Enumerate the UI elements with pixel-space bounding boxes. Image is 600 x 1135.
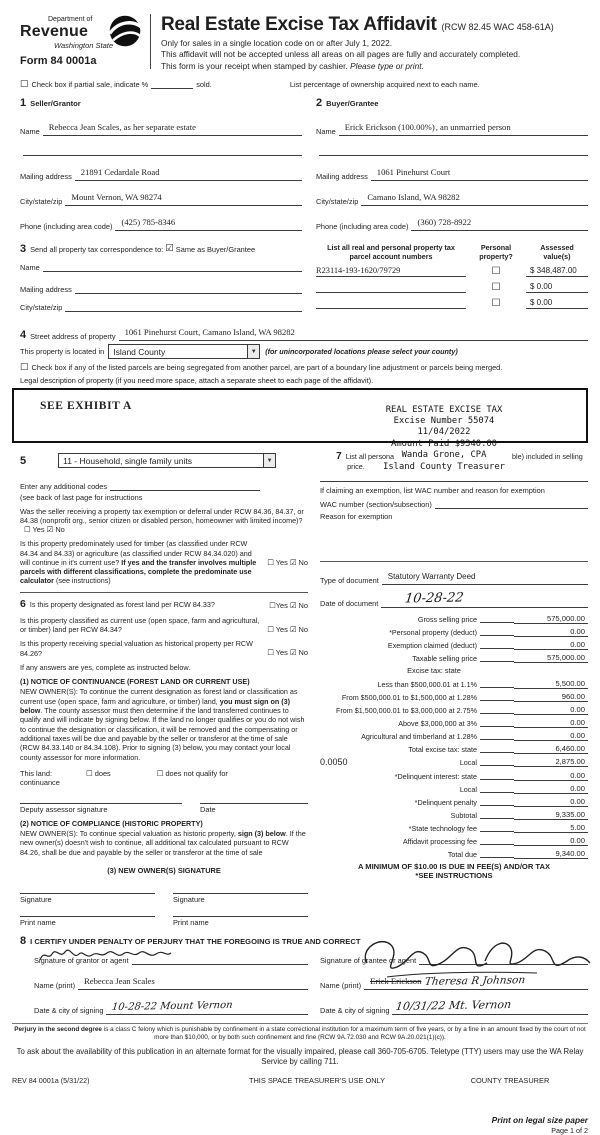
page-number: Page 1 of 2	[551, 1126, 588, 1135]
local-rate-value: 0.0050	[320, 757, 348, 768]
land-use-code-select[interactable]	[58, 453, 276, 468]
page-title: Real Estate Excise Tax Affidavit	[161, 14, 437, 35]
timber-question-choice[interactable]: ☐ Yes ☑ No	[267, 557, 308, 567]
state-technology-fee-value[interactable]: 5.00	[514, 823, 588, 833]
partial-sale-text: Check box if partial sale, indicate %	[31, 79, 149, 89]
document-type-field[interactable]: Statutory Warranty Deed	[382, 566, 588, 585]
tier1-tax-value[interactable]: 5,500.00	[514, 679, 588, 689]
document-date-field[interactable]: 10-28-22	[381, 589, 588, 608]
delinquent-interest-state-value[interactable]: 0.00	[514, 771, 588, 781]
corr-mailing-label: Mailing address	[20, 285, 72, 294]
current-use-question: Is this property classified as current use (open space, farm and agricultural, or timber) land per RCW 84.34? ☐ Yes ☑ No	[20, 615, 308, 635]
document-type-label: Type of document	[320, 575, 379, 585]
forest-land-question: 6 Is this property designated as forest land per RCW 84.33? ☐Yes ☑ No	[20, 597, 308, 611]
stamp-amount-paid: Amount Paid $9340.00	[391, 438, 497, 449]
document-date-label: Date of document	[320, 598, 379, 608]
wac-number-field[interactable]	[435, 499, 588, 509]
grantee-print-name-field[interactable]: Erick Erickson Theresa R Johnson	[364, 971, 588, 990]
county-select[interactable]	[108, 344, 260, 359]
revenue-swirl-logo-icon	[108, 14, 142, 53]
tier3-tax-value[interactable]: 0.00	[514, 705, 588, 715]
washington-state-label: Washington State	[54, 41, 114, 50]
section-divider	[320, 561, 588, 562]
minimum-due-note: A MINIMUM OF $10.00 IS DUE IN FEE(S) AND/OR TAX	[357, 862, 551, 872]
grantee-signature-field[interactable]	[419, 955, 588, 965]
exemption-reason-label: Reason for exemption	[320, 511, 393, 521]
total-excise-state-value[interactable]: 6,460.00	[514, 744, 588, 754]
personal-property-checkbox[interactable]: ☐	[491, 282, 501, 293]
agricultural-tax-value[interactable]: 0.00	[514, 731, 588, 741]
total-due-value[interactable]: 9,340.00	[514, 849, 588, 859]
new-owner-signature-field-1[interactable]: Signature	[20, 893, 155, 904]
current-use-choice[interactable]: ☐ Yes ☑ No	[267, 624, 308, 634]
assessed-value-field[interactable]: $ 0.00	[526, 282, 588, 293]
grantor-signature-label: Signature of grantor or agent	[34, 956, 129, 966]
street-address-label: Street address of property	[30, 332, 116, 341]
document-date-row	[320, 589, 588, 608]
land-use-code-value: 11 - Household, single family units	[63, 456, 192, 466]
timber-question: Is this property predominately used for timber (as classified under RCW 84.34 and 84.33) or agriculture (as classified under RCW 84.34.020) and will continue in it's current use? If yes and the transfer involves multiple parcels with different classifications, complete the predominate use calculator (see instructions) ☐ Yes ☑ No	[20, 539, 308, 586]
grantee-signing-block	[320, 949, 588, 1015]
treasurer-stamp	[294, 405, 594, 474]
additional-codes-field[interactable]	[110, 481, 260, 491]
buyer-grantee-section	[316, 93, 588, 231]
taxable-selling-price-value[interactable]: 575,000.00	[514, 653, 588, 663]
tier4-tax-value[interactable]: 0.00	[514, 718, 588, 728]
perjury-notice: Perjury in the second degree is a class C felony which is punishable by confinement in a state correctional institution for a maximum term of five years, or by a fine in an amount fixed by the court of not more than $10,000, or by both such confinement and fine (RCW 9A.72.030 and RCW 9A.20.021(1)(c)).	[12, 1023, 588, 1043]
grantor-print-name-label: Name (print)	[34, 981, 76, 991]
section-5-number: 5	[20, 454, 27, 467]
buyer-name-label: Name	[316, 127, 336, 136]
this-land-label: This land:	[20, 769, 53, 779]
seller-city-field[interactable]: Mount Vernon, WA 98274	[65, 187, 302, 206]
dor-logo-block	[20, 12, 150, 71]
certify-statement: I CERTIFY UNDER PENALTY OF PERJURY THAT THE FOREGOING IS TRUE AND CORRECT	[30, 936, 361, 946]
section-4-number: 4	[20, 329, 27, 341]
chevron-down-icon[interactable]: ▼	[247, 345, 259, 358]
buyer-city-field[interactable]: Camano Island, WA 98282	[361, 187, 588, 206]
seller-city-label: City/state/zip	[20, 197, 63, 206]
questions-column	[20, 479, 308, 928]
street-address-field[interactable]: 1061 Pinehurst Court, Camano Island, WA 98282	[119, 322, 588, 341]
seller-heading: Seller/Grantor	[30, 99, 81, 108]
rev-number: REV 84 0001a (5/31/22)	[12, 1076, 90, 1086]
header-note-3: This form is your receipt when stamped by cashier. Please type or print.	[161, 60, 424, 71]
new-owner-print-field-2[interactable]: Print name	[173, 916, 308, 927]
correspondence-intro: Send all property tax correspondence to:	[30, 244, 164, 254]
seller-mailing-field[interactable]: 21891 Cedardale Road	[75, 162, 302, 181]
parcel-number-field[interactable]	[316, 282, 466, 293]
corr-mailing-field[interactable]	[75, 284, 302, 294]
personal-property-checkbox[interactable]: ☐	[491, 298, 501, 309]
section-8-number: 8	[20, 935, 27, 948]
header-note-2: This affidavit will not be accepted unless all areas on all pages are fully and accurately completed.	[161, 49, 521, 59]
notice-continuance-title: (1) NOTICE OF CONTINUANCE (FOREST LAND OR CURRENT USE)	[20, 677, 250, 687]
segregated-text: Check box if any of the listed parcels are being segregated from another parcel, are part of a boundary line adjustment or parcels being merged.	[31, 363, 503, 372]
assessed-value-field[interactable]: $ 0.00	[526, 298, 588, 309]
gross-selling-price-value[interactable]: 575,000.00	[514, 614, 588, 624]
property-address-section	[20, 322, 588, 385]
title-block	[161, 12, 588, 71]
local-tax-value[interactable]: 2,875.00	[514, 757, 588, 767]
tier2-tax-value[interactable]: 960.00	[514, 692, 588, 702]
parcel-col-header: List all real and personal property tax parcel account numbers	[327, 243, 455, 261]
new-owner-signature-field-2[interactable]: Signature	[173, 893, 308, 904]
treasurer-use-label: THIS SPACE TREASURER'S USE ONLY	[248, 1076, 386, 1086]
see-back-note: (see back of last page for instructions	[20, 492, 143, 502]
stamp-excise-number: Excise Number 55074	[393, 415, 495, 426]
wac-number-label: WAC number (section/subsection)	[320, 499, 432, 509]
same-as-buyer-checkbox[interactable]: ☑	[165, 243, 174, 255]
legal-description-label: Legal description of property (if you need more space, attach a separate sheet to each page of the affidavit).	[20, 375, 374, 385]
seller-name-field[interactable]: Rebecca Jean Scales, as her separate estate	[43, 117, 302, 136]
form-header	[20, 12, 588, 71]
corr-city-label: City/state/zip	[20, 303, 63, 312]
buyer-phone-field[interactable]: (360) 728-8922	[411, 212, 588, 231]
land-qualify-row	[20, 769, 308, 778]
grantor-print-name-field[interactable]: Rebecca Jean Scales	[78, 971, 308, 990]
located-in-label: This property is located in	[20, 347, 105, 356]
buyer-mailing-label: Mailing address	[316, 172, 368, 181]
historical-question: Is this property receiving special valuation as historical property per RCW 84.26? ☐ Yes ☑ No	[20, 639, 308, 658]
corr-city-field[interactable]	[65, 302, 302, 312]
grantee-date-city-field[interactable]: 10/31/22 Mt. Vernon	[392, 996, 588, 1015]
stamp-treasurer-name: Wanda Grone, CPA	[401, 450, 487, 461]
land-does-checkbox[interactable]: ☐ does	[86, 769, 111, 779]
parcel-row	[316, 282, 588, 293]
partial-sale-row	[20, 80, 588, 90]
legal-description-text: SEE EXHIBIT A	[40, 399, 132, 412]
notice-compliance-title: (2) NOTICE OF COMPLIANCE (HISTORIC PROPERTY)	[20, 819, 203, 829]
seller-mailing-label: Mailing address	[20, 172, 72, 181]
tax-column	[320, 479, 588, 928]
buyer-name-field[interactable]: Erick Erickson (100.00%), an unmarried person	[339, 117, 588, 136]
stamp-title: REAL ESTATE EXCISE TAX	[385, 404, 503, 415]
revenue-wordmark: Revenue	[20, 23, 89, 40]
sold-label: sold.	[196, 79, 212, 89]
deputy-date-field[interactable]: Date	[200, 803, 308, 814]
section-2-number: 2	[316, 97, 323, 109]
new-owners-signature-title: (3) NEW OWNER(S) SIGNATURE	[107, 866, 221, 876]
parcel-row	[316, 266, 588, 277]
historical-choice[interactable]: ☐ Yes ☑ No	[267, 648, 308, 658]
partial-sale-checkbox[interactable]: ☐	[20, 78, 29, 90]
segregated-checkbox[interactable]: ☐	[20, 362, 29, 373]
buyer-mailing-field[interactable]: 1061 Pinehurst Court	[371, 162, 588, 181]
grantee-signature-label: Signature of grantee or agent	[320, 956, 417, 966]
subtotal-value[interactable]: 9,335.00	[514, 810, 588, 820]
exemption-question-choice[interactable]: ☐ Yes ☑ No	[24, 524, 65, 534]
exemption-claimed-value[interactable]: 0.00	[514, 640, 588, 650]
rcw-reference: (RCW 82.45 WAC 458-61A)	[441, 22, 554, 32]
form-number: Form 84 0001a	[20, 55, 97, 67]
header-note-1: Only for sales in a single location code on or after July 1, 2022.	[161, 37, 393, 48]
certification-section	[20, 935, 588, 1015]
grantor-signing-block	[20, 949, 308, 1015]
buyer-name2-field[interactable]	[319, 146, 588, 156]
parcel-number-field[interactable]	[316, 298, 466, 309]
personal-property-checkbox[interactable]: ☐	[491, 266, 501, 277]
seller-name2-field[interactable]	[23, 146, 302, 156]
header-divider	[150, 14, 151, 69]
county-note: (for unincorporated locations please select your county)	[265, 347, 458, 356]
parcel-table	[316, 243, 588, 312]
new-owner-print-field-1[interactable]: Print name	[20, 916, 155, 927]
buyer-heading: Buyer/Grantee	[326, 99, 379, 108]
chevron-down-icon[interactable]: ▼	[263, 454, 275, 467]
print-note: Print on legal size paper	[491, 1115, 588, 1126]
forest-land-choice[interactable]: ☐Yes ☑ No	[269, 601, 308, 611]
grantor-signature-field[interactable]	[132, 955, 309, 965]
assessed-value-field[interactable]: $ 348,487.00	[526, 266, 588, 277]
section-1-number: 1	[20, 97, 27, 109]
corr-name-label: Name	[20, 263, 40, 272]
assessed-value-col-header: Assessed value(s)	[540, 243, 574, 261]
stamp-treasurer-title: Island County Treasurer	[383, 461, 505, 472]
personal-property-col-header: Personal property?	[479, 243, 513, 261]
county-select-value: Island County	[113, 347, 166, 357]
seller-phone-label: Phone (including area code)	[20, 222, 113, 231]
seller-phone-field[interactable]: (425) 785-8346	[115, 212, 302, 231]
stamp-date: 11/04/2022	[417, 427, 471, 438]
grantee-print-name-label: Name (print)	[320, 981, 362, 991]
buyer-phone-label: Phone (including area code)	[316, 222, 409, 231]
tax-calculation: Gross selling price 575,000.00 *Personal property (deduct) 0.00 Exemption claimed (deduct) 0.00 Taxable selling price 575,000.00 Excise tax: state Less than $500,000.01 at 1.1% 5,500.00 From $500,000.01 to $1,500,000 at 1.28% 960.00 From $1,500,000.01 to $3,000,000 at 2.75% 0.00 Above $3,000,000 at 3% 0.00 Agricultural and timberland at 1.28% 0.00 Total excise tax: state 6,460.00 0.0050 Local 2,875.00 *Delinquent interest: state 0.00 Local 0.00 *Delinquent penalty 0.00 Subtotal 9,335.00 *State technology fee 5.00 Affidavit processing fee 0.00 Total due 9,340.00	[320, 614, 588, 860]
parcel-row	[316, 298, 588, 309]
form-footer	[12, 1076, 588, 1085]
exemption-block	[320, 481, 588, 521]
grantor-date-city-label: Date & city of signing	[34, 1006, 104, 1016]
document-type-row	[320, 566, 588, 585]
section-divider	[20, 592, 308, 593]
county-treasurer-label: COUNTY TREASURER	[470, 1076, 550, 1086]
same-as-buyer-label: Same as Buyer/Grantee	[175, 244, 256, 254]
delinquent-penalty-value[interactable]: 0.00	[514, 797, 588, 807]
section-7-number: 7	[336, 450, 342, 462]
corr-name-field[interactable]	[43, 262, 302, 272]
grantee-date-city-label: Date & city of signing	[320, 1006, 390, 1016]
correspondence-section	[20, 243, 302, 312]
delinquent-interest-local-value[interactable]: 0.00	[514, 784, 588, 794]
seller-grantor-section	[20, 93, 302, 231]
additional-codes-label: Enter any additional codes	[20, 481, 108, 491]
dept-of-label: Department of	[48, 16, 93, 23]
personal-property-deduct-value[interactable]: 0.00	[514, 627, 588, 637]
see-instructions-note: *SEE INSTRUCTIONS	[415, 871, 493, 881]
continuance-label: continuance	[20, 778, 60, 788]
section-6-number: 6	[20, 597, 26, 610]
percent-sold-field[interactable]	[151, 80, 193, 90]
excise-tax-state-header: Excise tax: state	[407, 665, 461, 675]
seller-name-label: Name	[20, 127, 40, 136]
notice-continuance-text: NEW OWNER(S): To continue the current designation as forest land or classification as current use (open space, farm and agriculture, or timber) land, you must sign on (3) below. The county assessor must then determine if the land transferred continues to qualify and will indicate by signing below. If the land no longer qualifies or you do not wish to continue the designation or classification, it will be removed and the compensating or additional taxes will be due and payable by the seller or transferor at the time of sale (RCW 84.33.140 or 84.34.108). Prior to signing (3) below, you may contact your local county assessor for more information.	[20, 687, 305, 762]
exemption-question: Was the seller receiving a property tax exemption or deferral under RCW 84.36, 84.37, or 84.38 (nonprofit org., senior citizen or disabled person, homeowner with limited income)? ☐ Yes ☑ No	[20, 506, 304, 534]
grantor-date-city-field[interactable]: 10-28-22 Mount Vernon	[106, 996, 308, 1015]
affidavit-processing-fee-value[interactable]: 0.00	[514, 836, 588, 846]
accessibility-notice: To ask about the availability of this publication in an alternate format for the visually impaired, please call 360-705-6705. Teletype (TTY) users may use the WA Relay Service by calling 711.	[16, 1046, 584, 1066]
if-yes-note: If any answers are yes, complete as instructed below.	[20, 662, 191, 672]
deputy-assessor-signature-field[interactable]: Deputy assessor signature	[20, 803, 182, 814]
buyer-city-label: City/state/zip	[316, 197, 359, 206]
notice-compliance-text: NEW OWNER(S): To continue special valuation as historic property, sign (3) below. If the new owner(s) doesn't wish to continue, all additional tax calculated pursuant to RCW 84.26, shall be due and payable by the seller or transferor at the time of sale	[20, 829, 306, 857]
parcel-number-field[interactable]: R23114-193-1620/79729	[316, 266, 466, 277]
land-does-not-checkbox[interactable]: ☐ does not qualify for	[156, 769, 228, 779]
ownership-note: List percentage of ownership acquired next to each name.	[289, 79, 480, 89]
section-3-number: 3	[20, 243, 27, 255]
section-7-fragment: 7 List all persona ble) included in selling price.	[336, 450, 583, 471]
exemption-claim-text: If claiming an exemption, list WAC number and reason for exemption	[320, 485, 545, 495]
